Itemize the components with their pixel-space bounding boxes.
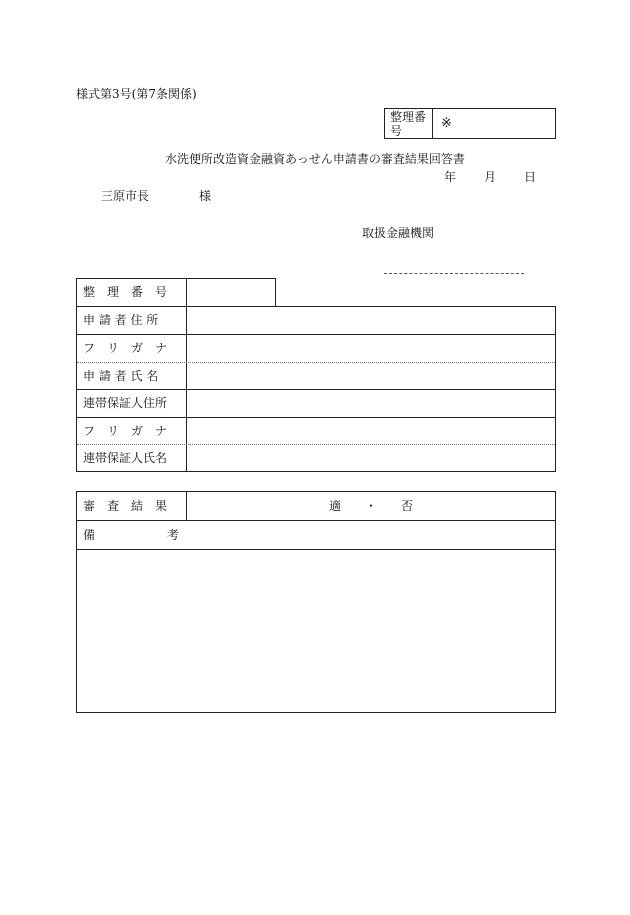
bank-signature-line xyxy=(384,273,524,274)
date-line xyxy=(444,168,536,185)
guarantor-name-field[interactable] xyxy=(187,445,555,471)
applicant-name-field[interactable] xyxy=(187,363,555,389)
remarks-label: 備 考 xyxy=(83,528,180,542)
applicant-furigana-field[interactable] xyxy=(187,335,555,362)
result-table xyxy=(76,491,556,713)
applicant-name-label: 申 請 者 氏 名 xyxy=(83,369,159,383)
result-options[interactable]: 適 ・ 否 xyxy=(328,499,413,513)
bank-label: 取扱金融機関 xyxy=(362,226,435,240)
form-number-label: 様式第3号(第7条関係) xyxy=(76,87,197,101)
applicant-address-label: 申 請 者 住 所 xyxy=(83,313,159,327)
reference-number-mark: ※ xyxy=(441,116,452,131)
reference-number-box xyxy=(384,108,556,139)
date-day: 日 xyxy=(524,170,537,184)
date-month: 月 xyxy=(484,170,497,184)
guarantor-address-label: 連帯保証人住所 xyxy=(83,396,168,410)
applicant-table xyxy=(76,306,556,472)
guarantor-name-label: 連帯保証人氏名 xyxy=(83,451,168,465)
guarantor-furigana-label: フ リ ガ ナ xyxy=(83,424,168,438)
reference-row-box xyxy=(76,278,276,307)
reference-row-field[interactable] xyxy=(187,279,275,306)
reference-row-label: 整 理 番 号 xyxy=(83,285,168,299)
addressee-honorific: 様 xyxy=(199,189,212,203)
document-title: 水洗便所改造資金融資あっせん申請書の審査結果回答書 xyxy=(165,152,465,166)
result-label: 審 査 結 果 xyxy=(83,499,168,513)
applicant-furigana-label: フ リ ガ ナ xyxy=(83,341,168,355)
addressee-name: 三原市長 xyxy=(101,189,150,203)
applicant-address-field[interactable] xyxy=(187,307,555,334)
addressee xyxy=(101,187,211,204)
guarantor-address-field[interactable] xyxy=(187,390,555,417)
remarks-field[interactable] xyxy=(77,550,555,712)
guarantor-furigana-field[interactable] xyxy=(187,418,555,444)
date-year: 年 xyxy=(444,170,457,184)
reference-number-label: 整理番号 xyxy=(385,109,433,138)
